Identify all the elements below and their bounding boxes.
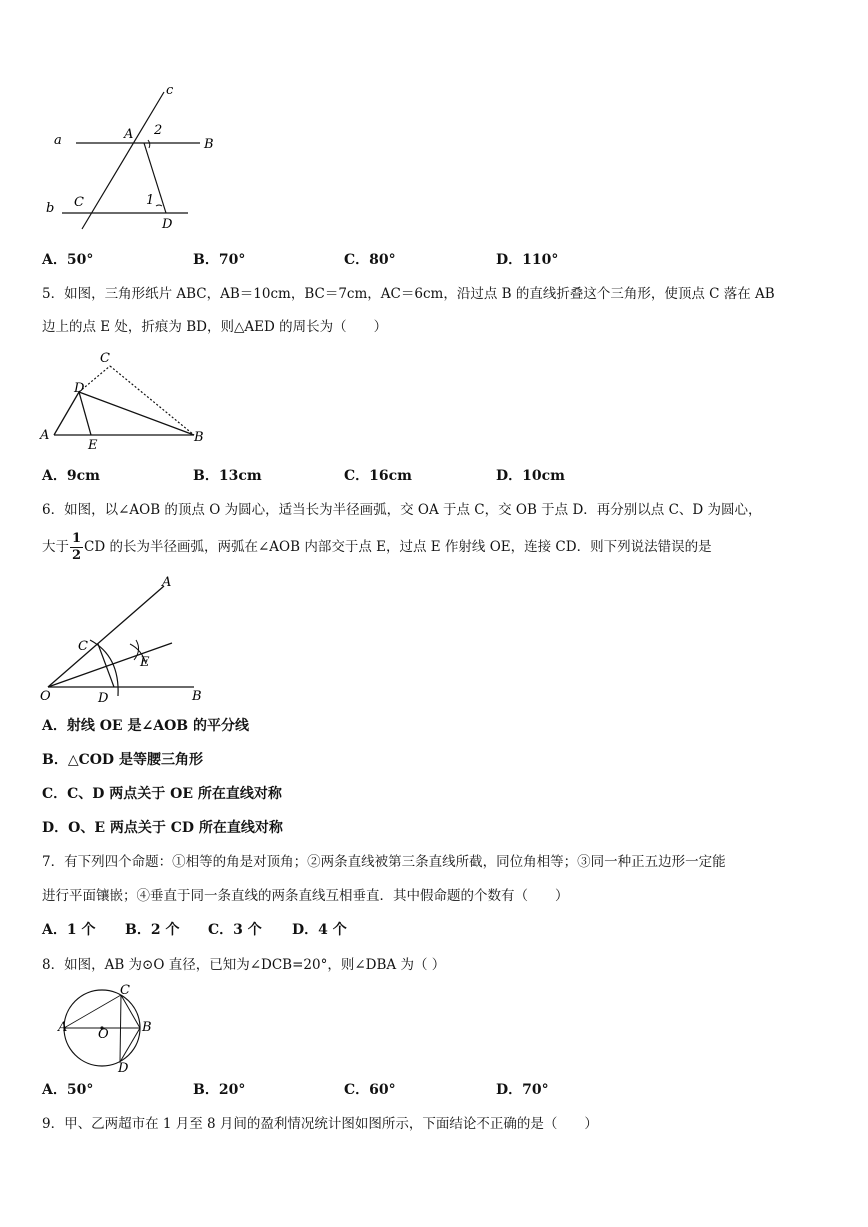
q4-figure: [38, 82, 214, 234]
q5-option-d[interactable]: D．10cm: [496, 468, 565, 484]
label-C: C: [74, 195, 84, 210]
q6-option-a[interactable]: A．射线 OE 是∠AOB 的平分线: [42, 718, 249, 734]
fraction-one-half: $\frac{1}{2}$: [72, 531, 82, 563]
q8-option-d[interactable]: D．70°: [496, 1082, 549, 1098]
ray-OE: [48, 643, 172, 687]
label-A: A: [162, 575, 172, 590]
q8-figure: [56, 984, 156, 1074]
q8-option-b[interactable]: B．20°: [193, 1082, 246, 1098]
angle-1-arc: [156, 205, 162, 206]
label-D: D: [118, 1061, 129, 1076]
q5-stem-line1: 5．如图，三角形纸片 ABC，AB＝10cm，BC＝7cm，AC＝6cm，沿过点 B 的直线折叠这个三角形，使顶点 C 落在 AB: [42, 286, 775, 302]
q4-option-b[interactable]: B．70°: [193, 252, 246, 268]
q8-stem: 8．如图，AB 为⊙O 直径，已知为∠DCB=20°，则∠DBA 为（ ）: [42, 957, 446, 973]
segment-DB: [79, 392, 194, 435]
label-A: A: [58, 1020, 68, 1035]
q6-option-b[interactable]: B．△COD 是等腰三角形: [42, 752, 203, 768]
q7-stem-line2: 进行平面镶嵌；④垂直于同一条直线的两条直线互相垂直．其中假命题的个数有（ ）: [42, 888, 569, 904]
label-b: b: [46, 201, 55, 216]
label-B: B: [194, 430, 204, 445]
q4-option-d[interactable]: D．110°: [496, 252, 559, 268]
q5-figure: [38, 348, 208, 452]
q5-option-a[interactable]: A．9cm: [42, 468, 100, 484]
segment-AD: [54, 392, 79, 435]
label-E: E: [88, 438, 98, 453]
label-C: C: [100, 351, 110, 366]
q8-option-a[interactable]: A．50°: [42, 1082, 94, 1098]
label-A: A: [40, 428, 50, 443]
label-c: c: [166, 83, 174, 98]
q5-option-b[interactable]: B．13cm: [193, 468, 262, 484]
q7-option-c[interactable]: C．3 个: [208, 922, 262, 938]
q6-figure: [38, 572, 218, 706]
q6-option-c[interactable]: C．C、D 两点关于 OE 所在直线对称: [42, 786, 282, 802]
label-E: E: [140, 655, 150, 670]
label-D: D: [98, 691, 109, 706]
label-B: B: [204, 137, 214, 152]
segment-DB: [120, 1028, 140, 1062]
segment-AC: [64, 995, 121, 1028]
q5-stem-line2: 边上的点 E 处，折痕为 BD，则△AED 的周长为（ ）: [42, 319, 388, 335]
label-B: B: [192, 689, 202, 704]
label-C: C: [78, 639, 88, 654]
label-O: O: [98, 1027, 109, 1042]
q5-option-c[interactable]: C．16cm: [344, 468, 412, 484]
label-A: A: [124, 127, 134, 142]
label-a: a: [54, 133, 62, 148]
q6-stem-prefix: 大于: [42, 539, 69, 555]
label-C: C: [120, 983, 130, 998]
segment-CD: [98, 644, 114, 687]
q6-stem-line1: 6．如图，以∠AOB 的顶点 O 为圆心，适当长为半径画弧，交 OA 于点 C，交 OB 于点 D．再分别以点 C、D 为圆心，: [42, 502, 762, 518]
segment-CB-dashed: [110, 366, 194, 435]
q7-stem-line1: 7．有下列四个命题：①相等的角是对顶角；②两条直线被第三条直线所截，同位角相等；③同一种正五边形一定能: [42, 854, 726, 870]
line-c: [82, 92, 164, 229]
label-B: B: [142, 1020, 152, 1035]
q4-option-a[interactable]: A．50°: [42, 252, 94, 268]
segment-CB: [121, 995, 140, 1028]
q7-option-a[interactable]: A．1 个: [42, 922, 96, 938]
q4-option-c[interactable]: C．80°: [344, 252, 396, 268]
angle-2-arc: [148, 140, 150, 148]
q6-stem-suffix: CD 的长为半径画弧，两弧在∠AOB 内部交于点 E，过点 E 作射线 OE，连接 CD．则下列说法错误的是: [84, 539, 712, 555]
segment-CD: [120, 995, 121, 1062]
q6-stem-line2: [42, 530, 712, 564]
q7-option-b[interactable]: B．2 个: [125, 922, 180, 938]
label-1: 1: [146, 193, 155, 208]
q6-option-d[interactable]: D．O、E 两点关于 CD 所在直线对称: [42, 820, 283, 836]
label-D: D: [162, 217, 173, 232]
q8-option-c[interactable]: C．60°: [344, 1082, 396, 1098]
q7-option-d[interactable]: D．4 个: [292, 922, 347, 938]
label-2: 2: [154, 123, 163, 138]
ray-OA: [48, 586, 164, 687]
label-D: D: [74, 381, 85, 396]
q9-stem: 9．甲、乙两超市在 1 月至 8 月间的盈利情况统计图如图所示，下面结论不正确的是（ ）: [42, 1116, 598, 1132]
label-O: O: [40, 689, 51, 704]
segment-DE: [79, 392, 91, 435]
